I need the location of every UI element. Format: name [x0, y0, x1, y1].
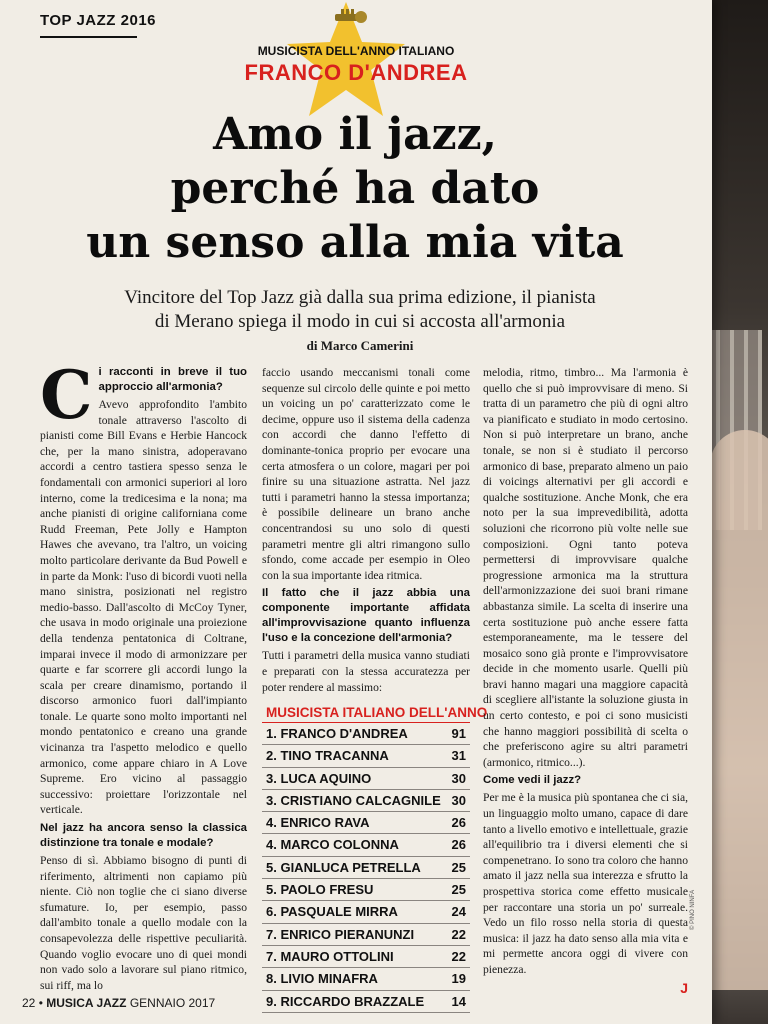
interview-question: Nel jazz ha ancora senso la classica distinzione tra tonale e modale?	[40, 822, 247, 850]
answer-paragraph: Tutti i parametri della musica vanno studiati e preparati con la stessa accuratezza per poter rendere al massimo:	[262, 649, 470, 694]
ranking-row	[262, 745, 470, 767]
ranking-musician: 5. PAOLO FRESU	[266, 882, 374, 898]
ranking-musician: 3. CRISTIANO CALCAGNILE	[266, 792, 441, 808]
page-footer: 22 • MUSICA JAZZ GENNAIO 2017	[22, 996, 216, 1010]
answer-paragraph: Per me è la musica più spontanea che ci sia, un linguaggio molto umano, capace di dare tanto a livello emotivo e intellettuale, grazie all'equilibrio tra i diversi elementi che si compenetrano. Io sono tra coloro che hanno amato il jazz nella sua interezza e sfrutto la prospettiva storica come effetto musicale per raccontare una storia un po' surreale. Vedo un filo rosso nella storia di questa musica: il jazz ha dato senso alla mia vita e mi permette ancora oggi di vivere con pienezza.	[483, 791, 688, 976]
ranking-row	[262, 834, 470, 856]
standfirst	[40, 286, 680, 334]
interview-question: Il fatto che il jazz abbia una componente importante affidata all'improvvisazione quanto influenza l'uso e la concezione dell'armonia?	[262, 587, 470, 645]
ranking-votes: 25	[451, 859, 466, 875]
ranking-musician: 9. RICCARDO BRAZZALE	[266, 993, 425, 1009]
ranking-row	[262, 901, 470, 923]
headline-line: un senso alla mia vita	[86, 217, 624, 268]
ranking-musician: 5. GIANLUCA PETRELLA	[266, 859, 421, 875]
column-body	[40, 397, 247, 993]
ranking-votes: 31	[451, 748, 466, 764]
ranking-votes: 14	[451, 993, 466, 1009]
byline: di Marco Camerini	[306, 338, 414, 353]
section-rule	[40, 36, 137, 38]
column-body	[262, 365, 470, 695]
column-body	[483, 365, 688, 978]
ranking-box	[262, 705, 488, 1013]
photo-credit: © PINO NINFA	[690, 889, 696, 930]
page-number: 22	[22, 996, 36, 1010]
ranking-row	[262, 723, 470, 745]
ranking-votes: 30	[451, 770, 466, 786]
ranking-row	[262, 768, 470, 790]
ranking-votes: 26	[451, 815, 466, 831]
ranking-musician: 4. ENRICO RAVA	[266, 815, 370, 831]
standfirst-line: Vincitore del Top Jazz già dalla sua prima edizione, il pianista	[124, 287, 596, 308]
ranking-musician: 6. PASQUALE MIRRA	[266, 904, 398, 920]
ranking-musician: 7. ENRICO PIERANUNZI	[266, 926, 415, 942]
ranking-votes: 26	[451, 837, 466, 853]
ranking-votes: 24	[451, 904, 466, 920]
article-column-1	[40, 356, 247, 996]
drop-cap: C	[40, 356, 93, 434]
end-mark-icon: J	[680, 979, 688, 996]
ranking-votes: 22	[451, 948, 466, 964]
trumpet-icon	[335, 9, 367, 23]
ranking-title: MUSICISTA ITALIANO DELL'ANNO	[262, 705, 470, 723]
interview-question: Come vedi il jazz?	[483, 774, 582, 787]
ranking-musician: 8. LIVIO MINAFRA	[266, 971, 378, 987]
headline-line: perché ha dato	[170, 163, 540, 214]
issue-date: GENNAIO 2017	[129, 996, 216, 1010]
headline	[40, 108, 670, 270]
ranking-row	[262, 946, 470, 968]
ranking-row	[262, 812, 470, 834]
ranking-row	[262, 924, 470, 946]
ranking-musician: 3. LUCA AQUINO	[266, 770, 372, 786]
ranking-votes: 25	[451, 882, 466, 898]
ranking-row	[262, 790, 470, 812]
answer-paragraph: Avevo approfondito l'ambito tonale attraverso l'ascolto di pianisti come Bill Evans e Herbie Hancock che, per la mano sinistra, adoperavano accordi a centro tastiera spesso senza le fondamentali con armonici superiori al loro interno, come la tredicesima e la nona; ma anche pianisti di origine californiana come Rudd Freeman, Pete Jolly e Hampton Hawes che avevano, tra l'altro, un voicing molto particolare derivante da Bud Powell e in parte da Monk: l'uso di bicordi vuoti nella mano sinistra, posizionati nel registro medio-basso. Dall'ascolto di McCoy Tyner, che usava in modo originale una proiezione della tendenza pentatonica di Coltrane, imparai invece il modo di armonizzare per quarte e far scorrere gli accordi lungo la scala per creare dinamismo, portando il discorso armonico fuori dall'impianto tonale. Le quarte sono molto importanti nel mondo pentatonico e creano una grande vicinanza tra l'aspetto melodico e quello armonico, come appare chiaro in A Love Supreme. Ero vicino al passaggio successivo: proiettare l'orizzontale nel verticale.	[40, 398, 247, 817]
ranking-musician: 4. MARCO COLONNA	[266, 837, 399, 853]
article-column-2	[262, 365, 470, 698]
headline-line: Amo il jazz,	[213, 109, 497, 160]
award-name: FRANCO D'ANDREA	[244, 60, 468, 85]
ranking-musician: 2. TINO TRACANNA	[266, 748, 389, 764]
ranking-votes: 19	[451, 971, 466, 987]
lead-question: i racconti in breve il tuo approccio all'armonia?	[98, 366, 247, 393]
standfirst-line: di Merano spiega il modo in cui si accosta all'armonia	[154, 311, 566, 332]
ranking-votes: 91	[451, 726, 466, 741]
answer-paragraph: Penso di sì. Abbiamo bisogno di punti di riferimento, altrimenti non capiamo più niente. Ciò non toglie che ci siano diverse sfumature. Io, per esempio, passo dall'ambito tonale a quello modale con la consapevolezza delle rispettive peculiarità. Quando voglio evocare uno di quei mondi non vado solo a lavorare sul piano ritmico, sui riff, ma lo	[40, 854, 247, 992]
ranking-row	[262, 857, 470, 879]
ranking-list	[262, 723, 470, 1013]
ranking-musician: 1. FRANCO D'ANDREA	[266, 726, 408, 741]
magazine-name: MUSICA JAZZ	[46, 996, 127, 1010]
ranking-row	[262, 991, 470, 1013]
ranking-row	[262, 879, 470, 901]
section-tag: TOP JAZZ 2016	[40, 12, 156, 29]
award-subtitle: MUSICISTA DELL'ANNO ITALIANO	[257, 44, 455, 58]
ranking-musician: 7. MAURO OTTOLINI	[266, 948, 394, 964]
photo-hand	[710, 430, 768, 990]
answer-paragraph: faccio usando meccanismi tonali come sequenze sul circolo delle quinte e poi metto un voicing un po' caratterizzato come le decime, oppure uso il sistema della cadenza con accordi che danno l'effetto di dominante-tonica proprio per evocare una certa atmosfera o un colore, magari per poi finire su una situazione astratta. Nel jazz tutti i parametri hanno la stessa importanza; è possibile delineare un brano anche concentrandosi su uno solo di questi parametri mentre gli altri rimangono sullo sfondo, come accade per esempio in Oleo con la sua importante idea ritmica.	[262, 366, 470, 582]
ranking-row	[262, 968, 470, 990]
lead-paragraph	[40, 356, 247, 434]
ranking-votes: 30	[451, 792, 466, 808]
ranking-votes: 22	[451, 926, 466, 942]
answer-paragraph: melodia, ritmo, timbro... Ma l'armonia è quello che si può improvvisare di meno. Si tratta di un parametro che più di ogni altro va pianificato e studiato in modo certosino. Non si può interpretare un brano, anche tonale, se non si è studiato il percorso armonico di base, preparato almeno un paio di voicings alternativi per gli accordi e qualche sostituzione. Anche Monk, che era noto per la sua imprevedibilità, adotta soluzioni che ricorrono più volte nelle sue composizioni. Ogni tanto poteva permettersi di improvvisare qualche progressione armonica ma la struttura dell'armonizzazione dei suoi brani rimane abbastanza simile. La scelta di inserire una certa sostituzione può anche essere fatta estemporaneamente, ma le tessere del mosaico sono già pronte e l'improvvisatore decide in che momento usarle. Quelli più bravi hanno magari una maggiore capacità di scegliere all'istante la soluzione giusta in un certo contesto, e poi ci sono musicisti che hanno maggiori possibilità di scelta o che preferiscono agire su altri parametri (armonico, ritmico...).	[483, 366, 688, 769]
article-column-3	[483, 365, 688, 996]
